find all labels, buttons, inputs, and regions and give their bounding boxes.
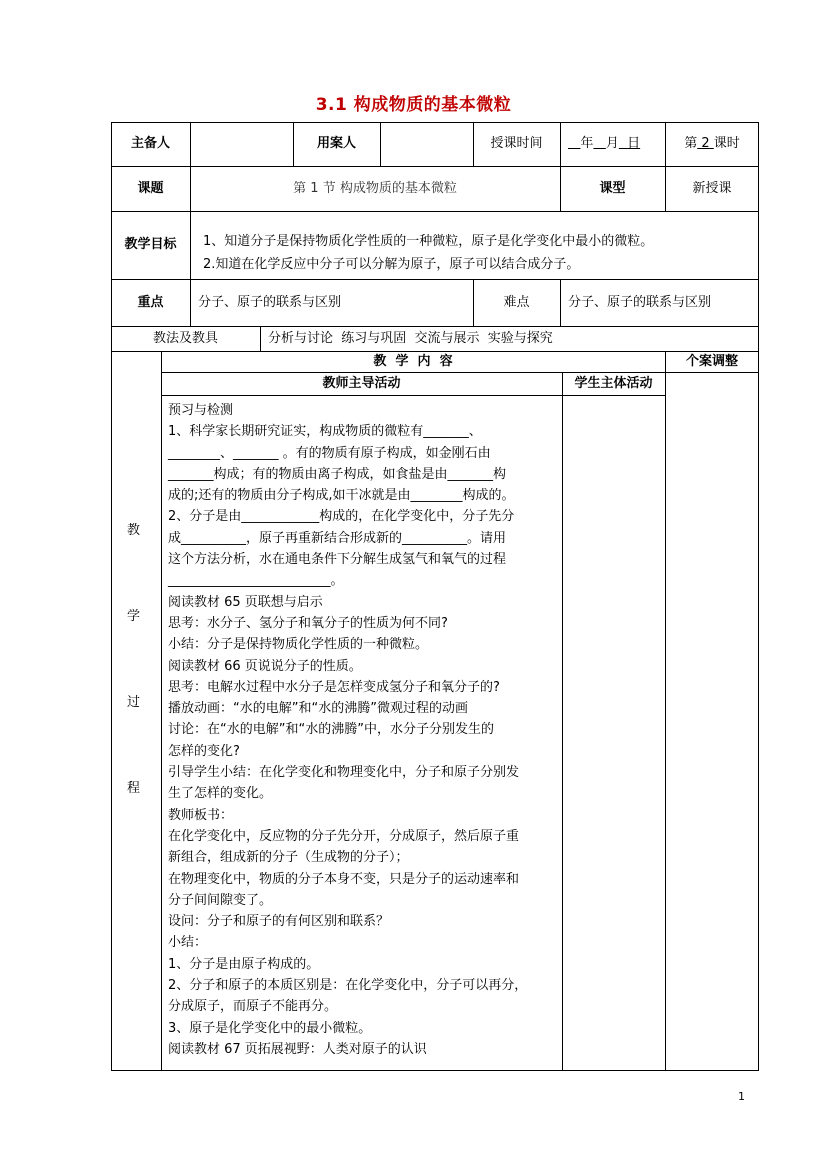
content-line: 阅读教材 66 页说说分子的性质。 xyxy=(168,658,362,674)
teacher-activity-content xyxy=(168,400,560,1060)
col-divider xyxy=(380,122,381,166)
col-divider xyxy=(665,351,666,1071)
col-divider xyxy=(190,122,191,166)
period-count xyxy=(665,135,759,153)
content-line: 小结： xyxy=(168,935,208,951)
content-line: 思考：水分子、氢分子和氧分子的性质为何不同? xyxy=(168,615,448,631)
adjust-header: 个案调整 xyxy=(685,354,738,369)
time-label: 授课时间 xyxy=(490,136,543,151)
process-char: 学 xyxy=(127,609,141,624)
content-line: 分成原子，而原子不能再分。 xyxy=(168,999,338,1015)
difficulty-label: 难点 xyxy=(503,295,530,310)
row-divider xyxy=(161,395,665,396)
content-line: 阅读教材 65 页联想与启示 xyxy=(168,594,323,610)
objective-item: 1、知道分子是保持物质化学性质的一种微粒，原子是化学变化中最小的微粒。 xyxy=(203,234,654,249)
objectives-label: 教学目标 xyxy=(124,237,177,252)
content-line: 设问：分子和原子的有何区别和联系？ xyxy=(168,914,390,930)
content-line: 1、分子是由原子构成的。 xyxy=(168,956,320,972)
row-divider xyxy=(111,279,759,280)
content-line: 2、分子和原子的本质区别是：在化学变化中，分子可以再分， xyxy=(168,978,528,994)
content-line: 成__________，原子再重新结合形成新的__________。请用 xyxy=(168,530,507,546)
content-line: 1、科学家长期研究证实，构成物质的微粒有_______、 xyxy=(168,424,482,440)
period-value: 2 xyxy=(701,136,710,151)
page-number: 1 xyxy=(738,1090,745,1103)
process-char: 过 xyxy=(127,695,141,710)
content-line: 小结：分子是保持物质化学性质的一种微粒。 xyxy=(168,637,429,653)
process-char: 教 xyxy=(127,523,141,538)
topic-value: 第 1 节 构成物质的基本微粒 xyxy=(293,181,457,196)
content-line: 这个方法分析，水在通电条件下分解生成氢气和氧气的过程 xyxy=(168,552,507,568)
key-point-label: 重点 xyxy=(137,295,164,310)
content-line: 成的;还有的物质由分子构成,如干冰就是由________构成的。 xyxy=(168,488,515,504)
key-point-value: 分子、原子的联系与区别 xyxy=(198,295,342,310)
methods-label: 教法及教具 xyxy=(152,331,218,346)
col-divider xyxy=(260,326,261,351)
content-line: _______构成；有的物质由离子构成，如食盐是由_______构 xyxy=(168,466,507,482)
date-day: 日 xyxy=(627,136,641,151)
content-line: 思考：电解水过程中水分子是怎样变成氢分子和氧分子的? xyxy=(168,679,500,695)
period-prefix: 第 xyxy=(684,136,698,151)
lesson-type-value: 新授课 xyxy=(692,181,732,196)
content-line: 阅读教材 67 页拓展视野：人类对原子的认识 xyxy=(168,1041,427,1057)
objective-item: 2.知道在化学反应中分子可以分解为原子，原子可以结合成分子。 xyxy=(203,257,580,272)
content-line: ________、_______ 。有的物质有原子构成，如金刚石由 xyxy=(168,445,491,461)
row-divider xyxy=(111,211,759,212)
content-line: 讨论：在“水的电解”和“水的沸腾”中，水分子分别发生的 xyxy=(168,722,494,738)
teacher-activity-header: 教师主导活动 xyxy=(322,376,401,391)
content-line: 3、原子是化学变化中的最小微粒。 xyxy=(168,1020,372,1036)
content-line: 在物理变化中，物质的分子本身不变，只是分子的运动速率和 xyxy=(168,871,520,887)
content-line: 播放动画：“水的电解”和“水的沸腾”微观过程的动画 xyxy=(168,701,468,717)
row-divider xyxy=(111,351,759,352)
student-activity-header: 学生主体活动 xyxy=(574,376,653,391)
content-line: 生了怎样的变化。 xyxy=(168,786,273,802)
col-divider xyxy=(562,372,563,1071)
content-line: 分子间间隙变了。 xyxy=(168,892,273,908)
row-divider xyxy=(161,372,759,373)
content-line: 教师板书： xyxy=(168,807,234,823)
user-label: 用案人 xyxy=(316,136,356,151)
lesson-date xyxy=(568,135,663,153)
col-divider xyxy=(560,279,561,326)
lesson-type-label: 课型 xyxy=(599,181,626,196)
date-month: 月 xyxy=(605,136,619,151)
document-title: 3.1 构成物质的基本微粒 xyxy=(315,95,512,115)
row-divider xyxy=(111,326,759,327)
content-header: 教 学 内 容 xyxy=(373,354,453,369)
methods-value: 分析与讨论 练习与巩固 交流与展示 实验与探究 xyxy=(268,331,553,346)
content-line: 2、分子是由____________构成的，在化学变化中，分子先分 xyxy=(168,509,515,525)
col-divider xyxy=(190,279,191,326)
process-char: 程 xyxy=(127,781,141,796)
topic-label: 课题 xyxy=(137,181,164,196)
row-divider xyxy=(111,166,759,167)
preparer-label: 主备人 xyxy=(130,136,170,151)
content-line: _________________________。 xyxy=(168,573,344,589)
difficulty-value: 分子、原子的联系与区别 xyxy=(568,295,712,310)
content-line: 预习与检测 xyxy=(168,403,234,418)
period-suffix: 课时 xyxy=(713,136,740,151)
date-year: 年 xyxy=(580,136,594,151)
content-line: 怎样的变化? xyxy=(168,743,240,759)
col-divider xyxy=(190,211,191,279)
content-line: 新组合，组成新的分子（生成物的分子）； xyxy=(168,850,409,866)
content-line: 引导学生小结：在化学变化和物理变化中，分子和原子分别发 xyxy=(168,765,520,781)
col-divider xyxy=(161,351,162,1071)
col-divider xyxy=(560,122,561,166)
content-line: 在化学变化中，反应物的分子先分开，分成原子，然后原子重 xyxy=(168,828,520,844)
